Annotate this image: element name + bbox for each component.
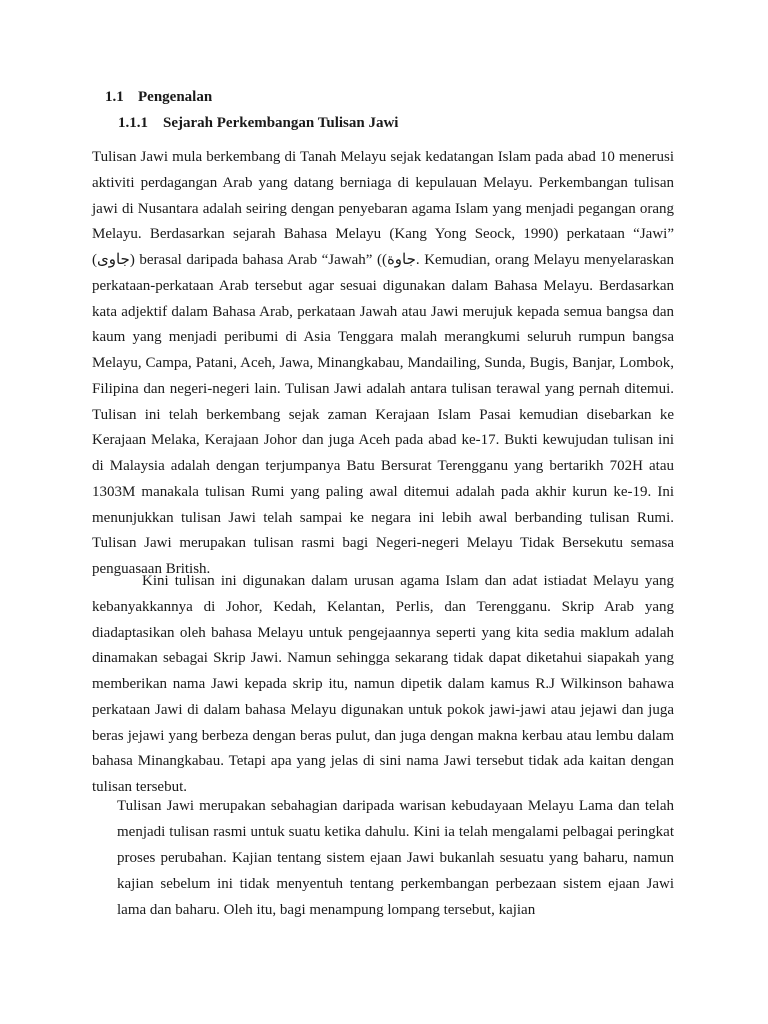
section-heading [105,88,212,106]
paragraph-1: Tulisan Jawi mula berkembang di Tanah Melayu sejak kedatangan Islam pada abad 10 menerusi aktiviti perdagangan Arab yang datang berniaga di kepulauan Melayu. Perkembangan tulisan jawi di Nusantara adalah seiring dengan penyebaran agama Islam yang menjadi pegangan orang Melayu. Berdasarkan sejarah Bahasa Melayu (Kang Yong Seock, 1990) perkataan “Jawi” (جاوى) berasal daripada bahasa Arab “Jawah” ((جاوة. Kemudian, orang Melayu menyelaraskan perkataan-perkataan Arab tersebut agar sesuai digunakan dalam Bahasa Melayu. Berdasarkan kata adjektif dalam Bahasa Arab, perkataan Jawah atau Jawi merujuk kepada semua bangsa dan kaum yang menjadi peribumi di Asia Tenggara malah merangkumi seluruh rumpun bangsa Melayu, Campa, Patani, Aceh, Jawa, Minangkabau, Mandailing, Sunda, Bugis, Banjar, Lombok, Filipina dan negeri-negeri lain. Tulisan Jawi adalah antara tulisan terawal yang pernah ditemui. Tulisan ini telah berkembang sejak zaman Kerajaan Islam Pasai kemudian disebarkan ke Kerajaan Melaka, Kerajaan Johor dan juga Aceh pada abad ke-17. Bukti kewujudan tulisan ini di Malaysia adalah dengan terjumpanya Batu Bersurat Terengganu yang bertarikh 702H atau 1303M manakala tulisan Rumi yang paling awal ditemui adalah pada akhir kurun ke-19. Ini menunjukkan tulisan Jawi telah sampai ke negara ini lebih awal berbanding tulisan Rumi. Tulisan Jawi merupakan tulisan rasmi bagi Negeri-negeri Melayu Tidak Bersekutu semasa penguasaan British. [92,149,674,577]
paragraph-3: Tulisan Jawi merupakan sebahagian daripada warisan kebudayaan Melayu Lama dan telah menjadi tulisan rasmi untuk suatu ketika dahulu. Kini ia telah mengalami pelbagai peringkat proses perubahan. Kajian tentang sistem ejaan Jawi bukanlah sesuatu yang baharu, namun kajian sebelum ini tidak menyentuh tentang perkembangan perbezaan sistem ejaan Jawi lama dan baharu. Oleh itu, bagi menampung lompang tersebut, kajian [117,798,674,918]
paragraph-2: Kini tulisan ini digunakan dalam urusan agama Islam dan adat istiadat Melayu yang kebanyakkannya di Johor, Kedah, Kelantan, Perlis, dan Terengganu. Skrip Arab yang diadaptasikan oleh bahasa Melayu untuk pengejaannya seperti yang kita sedia maklum adalah dinamakan sebagai Skrip Jawi. Namun sehingga sekarang tidak dapat diketahui siapakah yang memberikan nama Jawi kepada skrip itu, namun dipetik dalam kamus R.J Wilkinson bahawa perkataan Jawi di dalam bahasa Melayu digunakan untuk pokok jawi-jawi atau jejawi dan juga beras jejawi yang berbeza dengan beras pulut, dan juga dengan makna kerbau atau lembu dalam bahasa Minangkabau. Tetapi apa yang jelas di sini nama Jawi tersebut tidak ada kaitan dengan tulisan tersebut. [92,573,674,795]
subsection-title: Sejarah Perkembangan Tulisan Jawi [163,115,399,131]
subsection-heading [118,114,398,132]
subsection-number: 1.1.1 [118,115,148,131]
section-title: Pengenalan [138,89,213,105]
section-number: 1.1 [105,89,124,105]
